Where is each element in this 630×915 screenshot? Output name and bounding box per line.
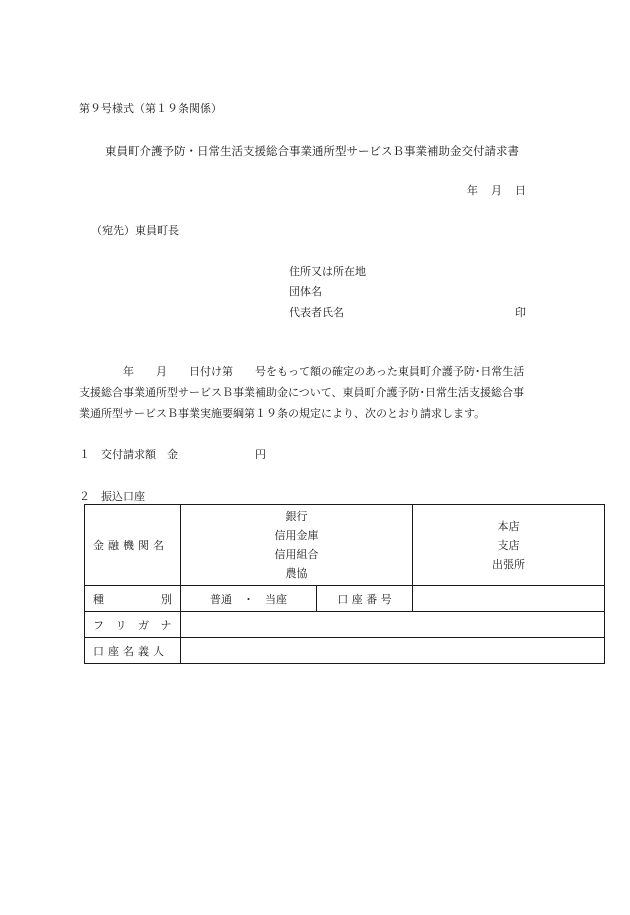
bank-account-table [84, 504, 605, 664]
bank-type-cell [181, 505, 413, 586]
addressee: （宛先）東員町長 [91, 224, 179, 237]
table-row [85, 586, 605, 612]
form-number: 第９号様式（第１９条関係） [79, 102, 222, 115]
date-month-label: 月 [491, 184, 502, 197]
seal-mark: 印 [515, 306, 526, 319]
bank-account-item: ２ 振込口座 [79, 490, 145, 503]
furigana-field [181, 612, 605, 638]
holder-label: 口座名義人 [85, 638, 181, 664]
body-text-line-1: 年 月 日付け第 号をもって額の確定のあった東員町介護予防･日常生活 [79, 365, 525, 378]
account-number-field [413, 586, 605, 612]
table-row [85, 638, 605, 664]
address-label: 住所又は所在地 [289, 265, 366, 278]
table-row [85, 612, 605, 638]
account-number-label: 口 座 番 号 [317, 586, 413, 612]
kind-label: 種別 [85, 586, 181, 612]
branch-type-head: 本店 [497, 519, 520, 533]
branch-type-cell [413, 505, 605, 586]
date-year-label: 年 [467, 184, 478, 197]
branch-type-branch: 支店 [497, 538, 520, 552]
institution-label: 金融機関名 [85, 505, 181, 586]
bank-type-shinkin: 信用金庫 [274, 529, 319, 542]
representative-label: 代表者氏名 [289, 306, 344, 319]
furigana-label: フ リ ガ ナ [85, 612, 181, 638]
holder-field [181, 638, 605, 664]
document-title: 東員町介護予防・日常生活支援総合事業通所型サービスＢ事業補助金交付請求書 [105, 144, 519, 158]
bank-type-credit-union: 信用組合 [274, 548, 319, 561]
organization-label: 団体名 [289, 285, 322, 298]
request-amount-item: １ 交付請求額 金 円 [79, 448, 266, 461]
body-text-line-3: 業通所型サービスＢ事業実施要綱第１９条の規定により、次のとおり請求します。 [79, 407, 486, 420]
kind-value: 普通 ・ 当座 [181, 586, 317, 612]
table-row [85, 505, 605, 586]
bank-type-bank: 銀行 [285, 510, 308, 523]
bank-type-agri-coop: 農協 [285, 567, 308, 580]
branch-type-sub: 出張所 [492, 557, 525, 571]
date-day-label: 日 [515, 184, 526, 197]
body-text-line-2: 支援総合事業通所型サービスＢ事業補助金について、東員町介護予防･日常生活支援総合事 [79, 386, 525, 399]
